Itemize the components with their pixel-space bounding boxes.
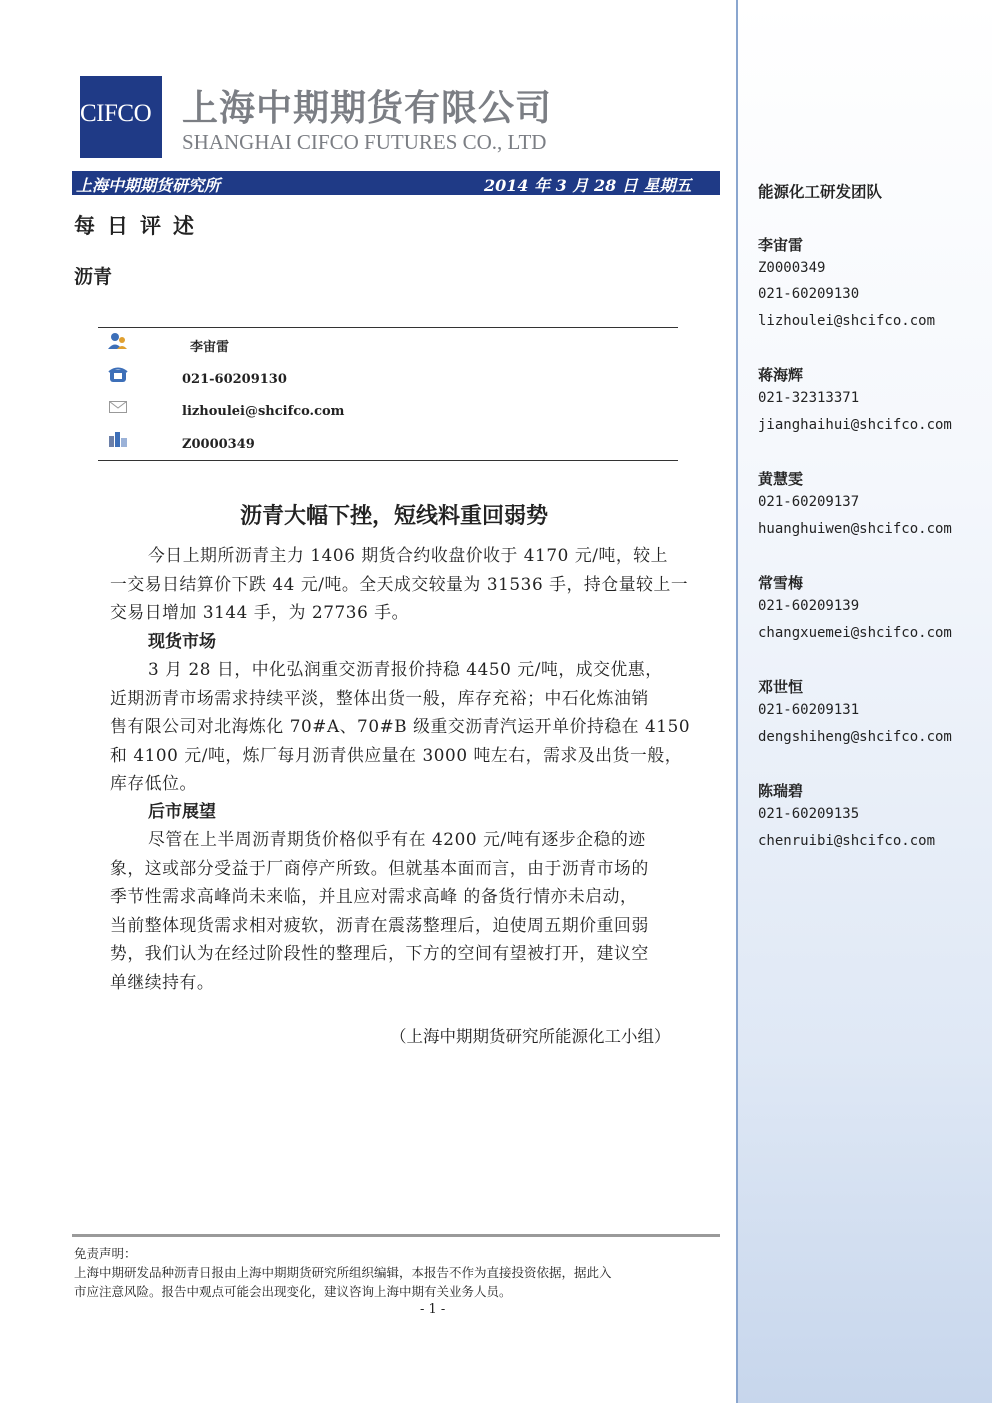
team-member-name: 黄慧雯 xyxy=(758,470,804,488)
footer-rule xyxy=(72,1234,720,1237)
team-member-email: lizhoulei@shcifco.com xyxy=(758,313,936,329)
team-member-name: 邓世恒 xyxy=(758,678,804,696)
outlook-line: 尽管在上半周沥青期货价格似乎有在 4200 元/吨有逐步企稳的迹 xyxy=(148,829,646,849)
page-number: - 1 - xyxy=(420,1302,446,1317)
team-member-license: Z0000349 xyxy=(758,260,826,276)
company-name-cn: 上海中期期货有限公司 xyxy=(182,88,553,129)
logo-text: CIFCO xyxy=(80,100,152,127)
report-date: 2014 年 3 月 28 日 星期五 xyxy=(484,176,692,195)
team-member-email: chenruibi@shcifco.com xyxy=(758,833,936,849)
disclaimer-line: 上海中期研发品种沥青日报由上海中期期货研究所组织编辑，本报告不作为直接投资依据，据此入 xyxy=(74,1265,612,1280)
outlook-line: 季节性需求高峰尚未来临，并且应对需求高峰 的备货行情亦未启动， xyxy=(110,886,638,906)
team-member-name: 蒋海辉 xyxy=(758,366,804,384)
spot-line: 售有限公司对北海炼化 70#A、70#B 级重交沥青汽运开单价持稳在 4150 xyxy=(110,716,691,736)
outlook-paragraph xyxy=(110,825,720,996)
phone-icon xyxy=(108,366,128,384)
person-icon xyxy=(108,332,128,350)
team-member-email: dengshiheng@shcifco.com xyxy=(758,729,952,745)
contact-license: Z0000349 xyxy=(182,437,255,452)
contact-name: 李宙雷 xyxy=(190,340,230,355)
team-member-phone: 021-60209139 xyxy=(758,598,860,614)
product-title: 沥青 xyxy=(74,266,113,288)
spot-line: 库存低位。 xyxy=(110,773,197,793)
contact-email: lizhoulei@shcifco.com xyxy=(182,404,345,419)
team-member-phone: 021-60209131 xyxy=(758,702,860,718)
sidebar-title: 能源化工研发团队 xyxy=(758,183,883,201)
id-card-icon xyxy=(108,430,128,448)
intro-paragraph xyxy=(110,541,720,627)
spot-line: 3 月 28 日，中化弘润重交沥青报价持稳 4450 元/吨，成交优惠， xyxy=(148,659,663,679)
institute-name: 上海中期期货研究所 xyxy=(76,176,221,195)
spot-line: 近期沥青市场需求持续平淡，整体出货一般，库存充裕；中石化炼油销 xyxy=(110,687,649,708)
contact-top-rule xyxy=(98,327,678,328)
spot-market-title: 现货市场 xyxy=(148,632,216,652)
article-signature: （上海中期期货研究所能源化工小组） xyxy=(390,1027,671,1046)
team-member-name: 常雪梅 xyxy=(758,574,804,592)
team-member-phone: 021-60209135 xyxy=(758,806,860,822)
outlook-line: 单继续持有。 xyxy=(110,971,215,992)
team-member-email: jianghaihui@shcifco.com xyxy=(758,417,952,433)
team-member-phone: 021-60209130 xyxy=(758,286,860,302)
team-member-name: 陈瑞碧 xyxy=(758,782,804,800)
team-member-name: 李宙雷 xyxy=(758,236,804,254)
team-member-phone: 021-32313371 xyxy=(758,390,860,406)
team-member-phone: 021-60209137 xyxy=(758,494,860,510)
outlook-line: 势，我们认为在经过阶段性的整理后，下方的空间有望被打开，建议空 xyxy=(110,943,649,963)
intro-line: 一交易日结算价下跌 44 元/吨。全天成交较量为 31536 手，持仓量较上一 xyxy=(110,573,689,594)
contact-phone: 021-60209130 xyxy=(182,372,287,387)
team-member-email: huanghuiwen@shcifco.com xyxy=(758,521,952,537)
contact-bottom-rule xyxy=(98,460,678,461)
outlook-line: 当前整体现货需求相对疲软，沥青在震荡整理后，迫使周五期价重回弱 xyxy=(110,914,649,935)
intro-line: 今日上期所沥青主力 1406 期货合约收盘价收于 4170 元/吨，较上 xyxy=(148,545,668,565)
outlook-line: 象，这或部分受益于厂商停产所致。但就基本面而言，由于沥青市场的 xyxy=(110,857,649,878)
mail-icon xyxy=(108,398,128,416)
spot-line: 和 4100 元/吨，炼厂每月沥青供应量在 3000 吨左右，需求及出货一般， xyxy=(110,744,683,765)
team-member-email: changxuemei@shcifco.com xyxy=(758,625,952,641)
intro-line: 交易日增加 3144 手，为 27736 手。 xyxy=(110,602,410,622)
company-name-en: SHANGHAI CIFCO FUTURES CO., LTD xyxy=(182,130,547,154)
disclaimer-title: 免责声明： xyxy=(74,1246,137,1261)
outlook-title: 后市展望 xyxy=(148,802,216,822)
section-title: 每日评述 xyxy=(74,213,206,238)
article-headline: 沥青大幅下挫，短线料重回弱势 xyxy=(240,503,549,529)
disclaimer-line: 市应注意风险。报告中观点可能会出现变化，建议咨询上海中期有关业务人员。 xyxy=(74,1284,512,1299)
spot-paragraph xyxy=(110,655,720,798)
